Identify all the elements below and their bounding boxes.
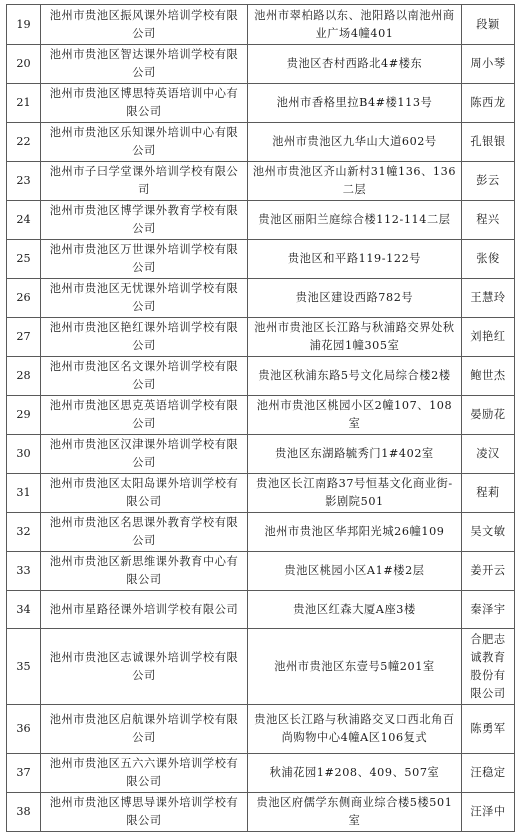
school-name: 池州市贵池区名文课外培训学校有限公司	[41, 357, 248, 396]
table-row	[7, 357, 515, 396]
table-row	[7, 201, 515, 240]
school-address: 池州市贵池区长江路与秋浦路交界处秋浦花园1幢305室	[248, 318, 462, 357]
school-address: 贵池区和平路119-122号	[248, 240, 462, 279]
table-row	[7, 162, 515, 201]
school-list-table	[6, 4, 515, 832]
school-name: 池州市贵池区万世课外培训学校有限公司	[41, 240, 248, 279]
school-name: 池州市贵池区智达课外培训学校有限公司	[41, 45, 248, 84]
row-number: 21	[7, 84, 41, 123]
school-address: 贵池区东湖路毓秀门1#402室	[248, 435, 462, 474]
school-address: 贵池区桃园小区A1#楼2层	[248, 552, 462, 591]
row-number: 25	[7, 240, 41, 279]
school-name: 池州市贵池区乐知课外培训中心有限公司	[41, 123, 248, 162]
row-number: 35	[7, 629, 41, 705]
responsible-person: 陈勇军	[462, 705, 515, 754]
school-address: 池州市贵池区九华山大道602号	[248, 123, 462, 162]
table-row	[7, 435, 515, 474]
responsible-person: 孔银银	[462, 123, 515, 162]
responsible-person: 张俊	[462, 240, 515, 279]
school-name: 池州市贵池区五六六课外培训学校有限公司	[41, 754, 248, 793]
row-number: 36	[7, 705, 41, 754]
responsible-person: 鲍世杰	[462, 357, 515, 396]
table-row	[7, 318, 515, 357]
responsible-person: 陈西龙	[462, 84, 515, 123]
table-row	[7, 629, 515, 705]
school-address: 贵池区府儒学东侧商业综合楼5楼501室	[248, 793, 462, 832]
school-name: 池州市贵池区振风课外培训学校有限公司	[41, 5, 248, 45]
responsible-person: 汪泽中	[462, 793, 515, 832]
row-number: 19	[7, 5, 41, 45]
school-address: 池州市贵池区齐山新村31幢136、136二层	[248, 162, 462, 201]
school-name: 池州市贵池区名思课外教育学校有限公司	[41, 513, 248, 552]
school-address: 贵池区长江南路37号恒基文化商业街-影剧院501	[248, 474, 462, 513]
responsible-person: 王慧玲	[462, 279, 515, 318]
school-name: 池州市贵池区思克英语培训学校有限公司	[41, 396, 248, 435]
responsible-person: 合肥志诚教育股份有限公司	[462, 629, 515, 705]
table-row	[7, 123, 515, 162]
responsible-person: 汪稳定	[462, 754, 515, 793]
school-name: 池州市贵池区启航课外培训学校有限公司	[41, 705, 248, 754]
school-name: 池州市贵池区无忧课外培训学校有限公司	[41, 279, 248, 318]
table-row	[7, 474, 515, 513]
table-row	[7, 279, 515, 318]
school-address: 池州市贵池区华邦阳光城26幢109	[248, 513, 462, 552]
school-address: 池州市贵池区桃园小区2幢107、108室	[248, 396, 462, 435]
responsible-person: 吴文敏	[462, 513, 515, 552]
row-number: 31	[7, 474, 41, 513]
school-address: 贵池区秋浦东路5号文化局综合楼2楼	[248, 357, 462, 396]
responsible-person: 姜开云	[462, 552, 515, 591]
school-name: 池州市贵池区艳红课外培训学校有限公司	[41, 318, 248, 357]
row-number: 30	[7, 435, 41, 474]
school-address: 贵池区长江路与秋浦路交叉口西北角百尚购物中心4幢A区106复式	[248, 705, 462, 754]
row-number: 22	[7, 123, 41, 162]
table-row	[7, 513, 515, 552]
responsible-person: 程兴	[462, 201, 515, 240]
responsible-person: 刘艳红	[462, 318, 515, 357]
school-address: 贵池区丽阳兰庭综合楼112-114二层	[248, 201, 462, 240]
table-row	[7, 591, 515, 629]
responsible-person: 周小琴	[462, 45, 515, 84]
responsible-person: 晏励花	[462, 396, 515, 435]
row-number: 20	[7, 45, 41, 84]
school-name: 池州市子曰学堂课外培训学校有限公司	[41, 162, 248, 201]
table-row	[7, 793, 515, 832]
table-row	[7, 45, 515, 84]
school-name: 池州市星路径课外培训学校有限公司	[41, 591, 248, 629]
school-list-body	[7, 5, 515, 832]
school-name: 池州市贵池区志诚课外培训学校有限公司	[41, 629, 248, 705]
row-number: 23	[7, 162, 41, 201]
row-number: 38	[7, 793, 41, 832]
table-row	[7, 705, 515, 754]
table-row	[7, 396, 515, 435]
row-number: 32	[7, 513, 41, 552]
school-name: 池州市贵池区博思特英语培训中心有限公司	[41, 84, 248, 123]
school-address: 贵池区建设西路782号	[248, 279, 462, 318]
school-address: 池州市香格里拉B4#楼113号	[248, 84, 462, 123]
table-row	[7, 84, 515, 123]
row-number: 28	[7, 357, 41, 396]
row-number: 37	[7, 754, 41, 793]
table-row	[7, 5, 515, 45]
school-name: 池州市贵池区汉津课外培训学校有限公司	[41, 435, 248, 474]
table-row	[7, 240, 515, 279]
responsible-person: 凌汉	[462, 435, 515, 474]
row-number: 27	[7, 318, 41, 357]
row-number: 29	[7, 396, 41, 435]
responsible-person: 彭云	[462, 162, 515, 201]
responsible-person: 程莉	[462, 474, 515, 513]
school-name: 池州市贵池区博学课外教育学校有限公司	[41, 201, 248, 240]
row-number: 34	[7, 591, 41, 629]
responsible-person: 秦泽宇	[462, 591, 515, 629]
row-number: 33	[7, 552, 41, 591]
table-row	[7, 552, 515, 591]
school-address: 池州市翠柏路以东、池阳路以南池州商业广场4幢401	[248, 5, 462, 45]
school-address: 贵池区杏村西路北4#楼东	[248, 45, 462, 84]
row-number: 26	[7, 279, 41, 318]
school-name: 池州市贵池区太阳岛课外培训学校有限公司	[41, 474, 248, 513]
table-row	[7, 754, 515, 793]
school-address: 贵池区红森大厦A座3楼	[248, 591, 462, 629]
row-number: 24	[7, 201, 41, 240]
school-address: 池州市贵池区东壹号5幢201室	[248, 629, 462, 705]
school-name: 池州市贵池区新思维课外教育中心有限公司	[41, 552, 248, 591]
responsible-person: 段颖	[462, 5, 515, 45]
school-name: 池州市贵池区博思导课外培训学校有限公司	[41, 793, 248, 832]
school-address: 秋浦花园1#208、409、507室	[248, 754, 462, 793]
